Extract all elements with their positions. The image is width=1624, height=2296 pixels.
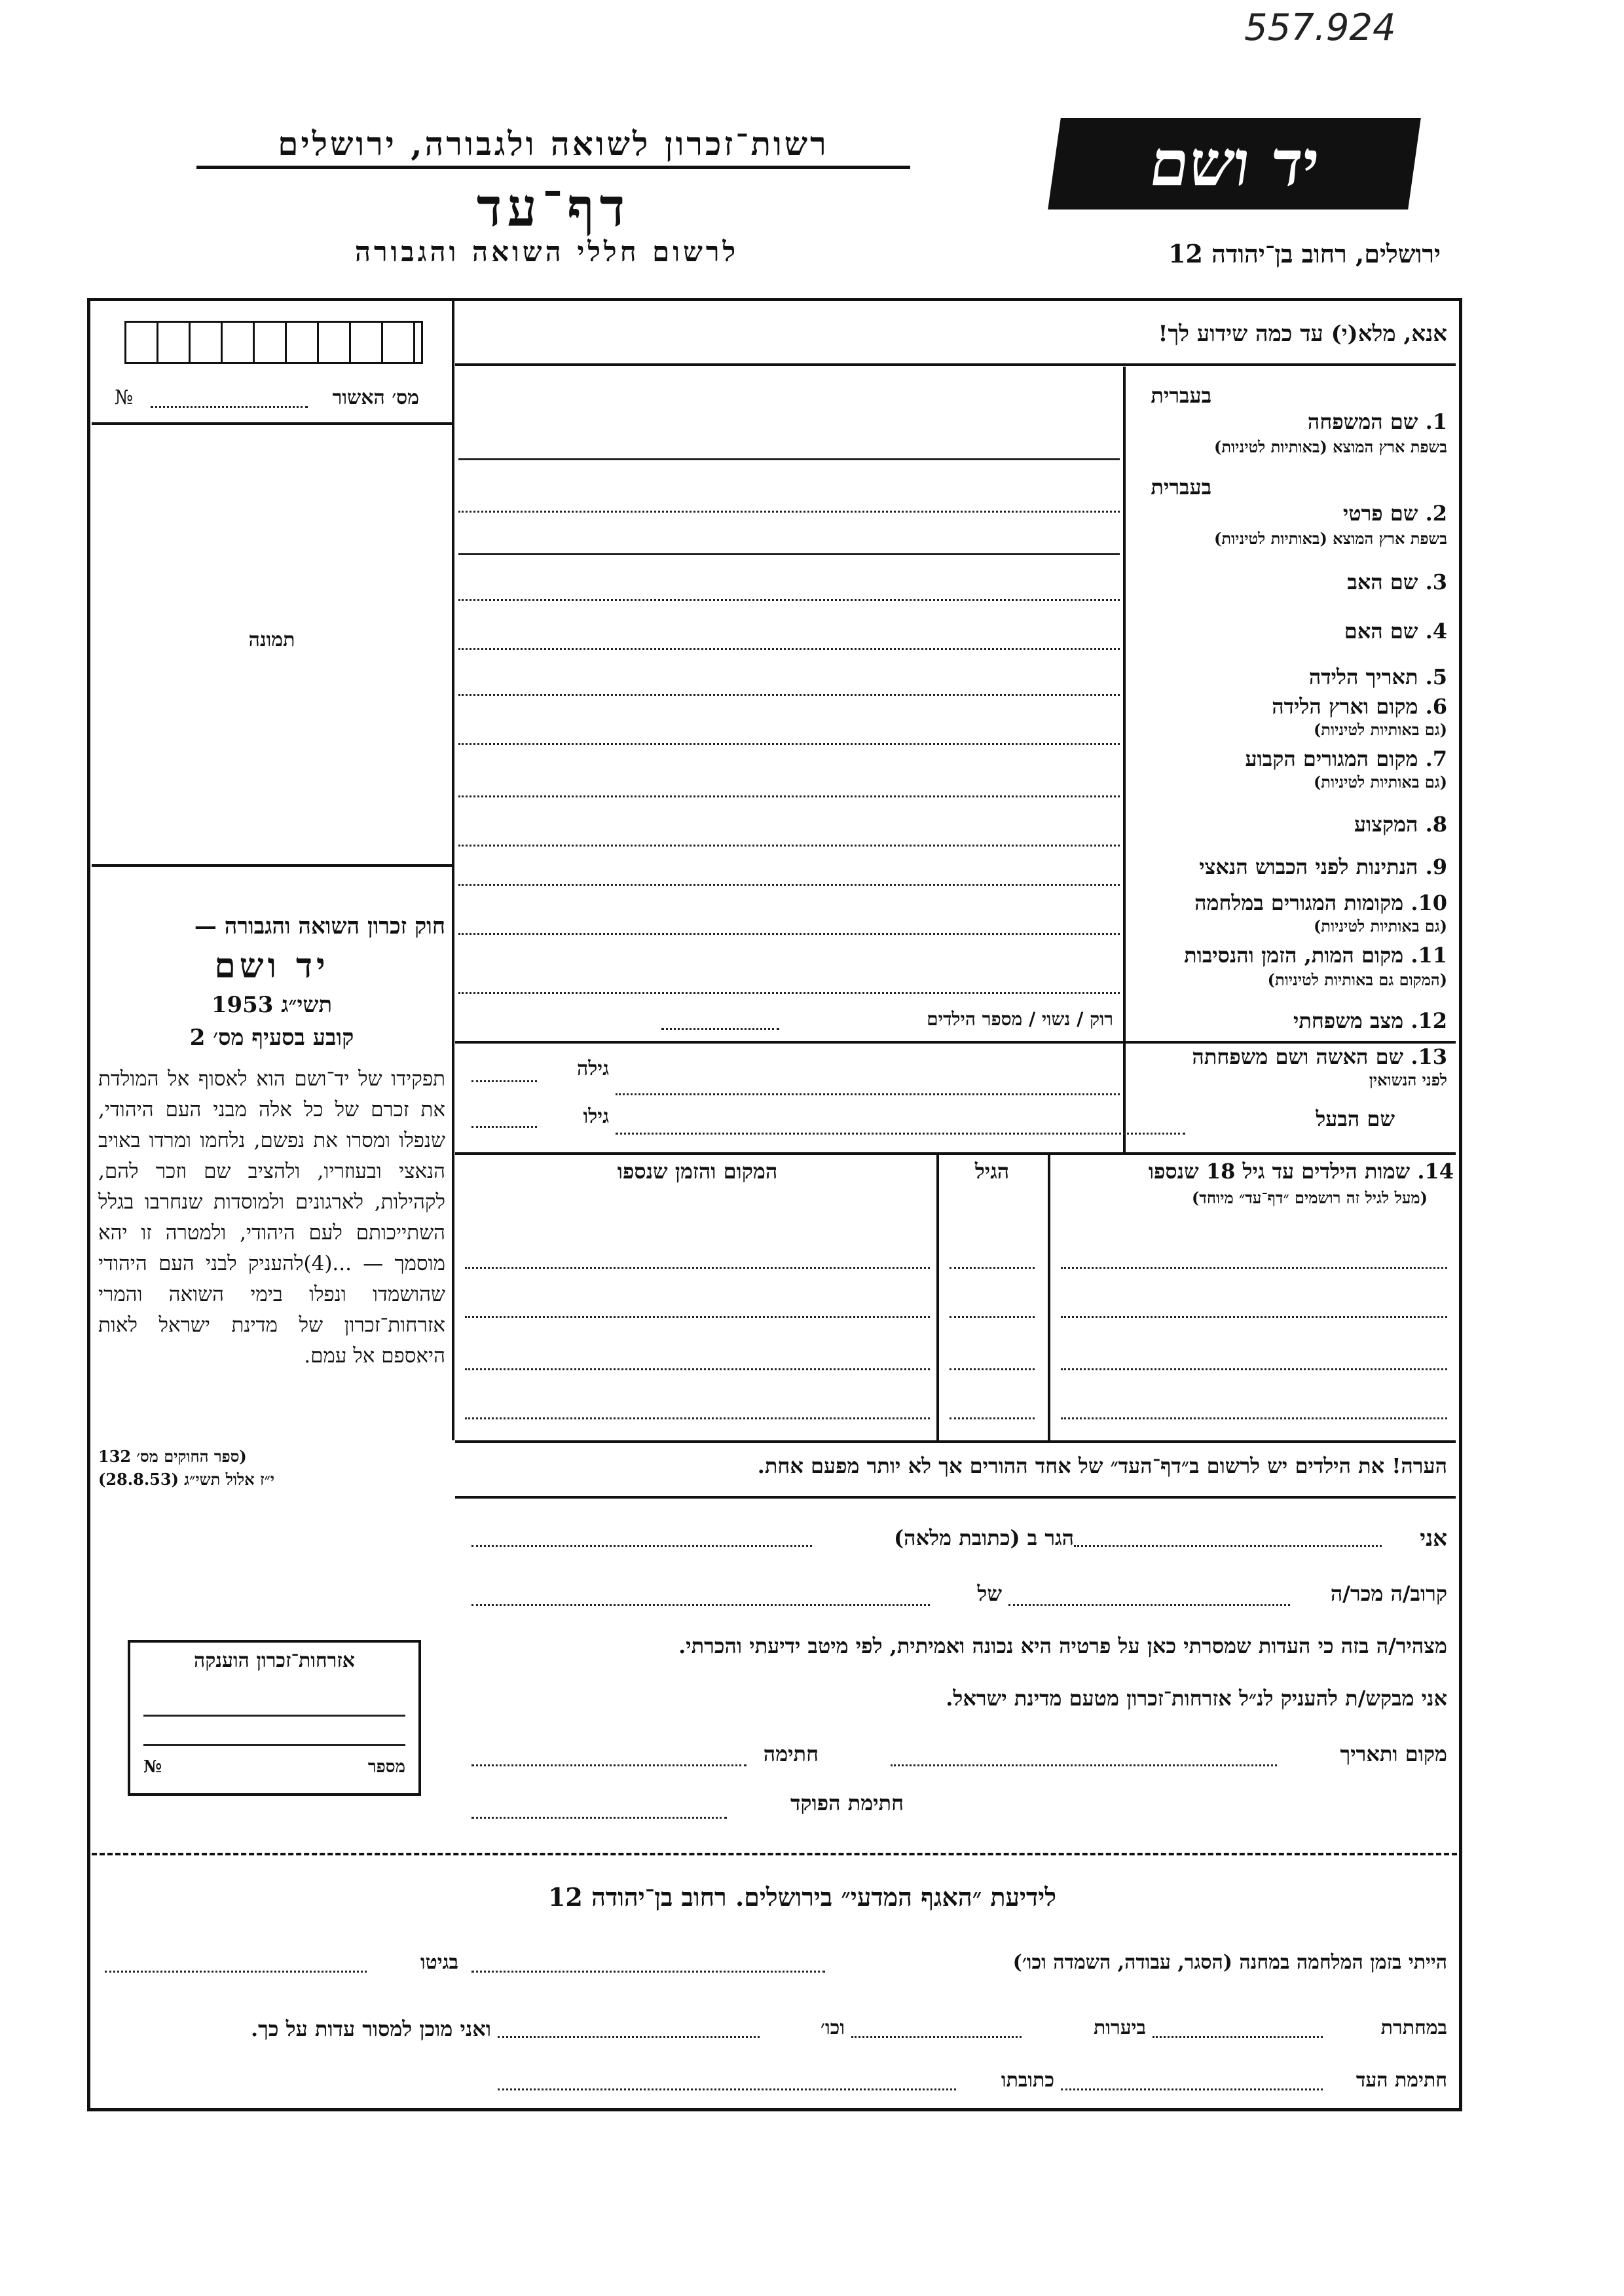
camp-line[interactable] (471, 1971, 825, 1973)
field-label: שם פרטי (1342, 501, 1418, 526)
bottom-line3-b: כתובתו (1001, 2069, 1054, 2092)
relative-label: קרוב/ה מכר/ה (1330, 1581, 1447, 1606)
marital-rule (455, 1041, 1456, 1044)
children-row-4[interactable] (465, 1417, 930, 1419)
field-num: 9. (1425, 854, 1447, 879)
ghetto-line[interactable] (105, 1971, 367, 1973)
field-label-birthdate (1133, 665, 1447, 689)
field-sub: בשפת ארץ המוצא (באותיות לטיניות) (1214, 437, 1447, 456)
official-sig-label: חתימת הפוקד (790, 1791, 904, 1815)
approval-label: מס׳ האשור (332, 386, 419, 409)
children-bottom-rule (455, 1440, 1456, 1443)
field-label-surname (1133, 409, 1447, 434)
place-date-label: מקום ותאריך (1340, 1741, 1447, 1766)
children-col-age: הגיל (974, 1159, 1010, 1184)
field-label-residence (1133, 746, 1447, 771)
declaration-statement-2: אני מבקש/ת להעניק לנ״ל אזרחות־זכרון מטעם מדינת ישראל. (946, 1686, 1447, 1711)
children-col-name-sub: (מעל לגיל זה רושמים ״דף־עד״ מיוחד) (1191, 1188, 1428, 1207)
archive-number: 557.924 (1244, 7, 1396, 49)
citizenship-line[interactable] (458, 884, 1120, 886)
field-label-marital (1133, 1008, 1447, 1033)
field-label: שם המשפחה (1307, 409, 1418, 434)
etc-line[interactable] (498, 2036, 760, 2038)
birthdate-line[interactable] (458, 694, 1120, 696)
law-clause: קובע בסעיף מס׳ 2 (189, 1025, 354, 1051)
approval-underline (92, 422, 452, 425)
forests-line[interactable] (851, 2036, 1022, 2038)
death-line[interactable] (458, 992, 1120, 994)
place-date-line[interactable] (891, 1764, 1277, 1766)
bottom-line3-a: חתימת העד (1356, 2069, 1447, 2092)
wartime-residence-line[interactable] (458, 933, 1120, 935)
declaration-i-label: אני (1420, 1525, 1447, 1552)
approval-ticks (124, 321, 423, 364)
field-num: 8. (1425, 812, 1447, 837)
declarant-name-line[interactable] (1074, 1545, 1382, 1547)
children-col-name-label: שמות הילדים עד גיל 18 שנספו (1148, 1159, 1411, 1184)
certificate-box (128, 1640, 421, 1796)
bottom-line1-b: בגיטו (420, 1951, 458, 1974)
field-sub: (המקום גם באותיות לטיניות) (1267, 970, 1447, 989)
field-num: 7. (1425, 746, 1447, 771)
wife-line[interactable] (616, 1093, 1120, 1095)
children-row-2-name[interactable] (1061, 1316, 1447, 1318)
field-label-citizenship (1133, 854, 1447, 879)
children-row-3-age[interactable] (950, 1368, 1035, 1370)
certificate-no-label: № (143, 1757, 162, 1777)
field-col-hebrew-1: בעברית (1151, 383, 1211, 408)
field-label: מקום וארץ הלידה (1272, 694, 1418, 719)
of-line[interactable] (471, 1604, 930, 1606)
field-num: 4. (1425, 619, 1447, 644)
marital-count-line[interactable] (661, 1028, 779, 1030)
field-label-death (1133, 943, 1447, 968)
bottom-heading: לידיעת ״האגף המדעי״ בירושלים. רחוב בן־יהודה 12 (547, 1882, 1057, 1912)
field-num: 13. (1411, 1044, 1447, 1069)
header-address: ירושלים, רחוב בן־יהודה 12 (1168, 239, 1441, 268)
mother-line[interactable] (458, 648, 1120, 650)
father-line[interactable] (458, 599, 1120, 601)
children-row-1[interactable] (465, 1267, 930, 1269)
husband-rule (455, 1152, 1456, 1155)
declaration-statement-1: מצהיר/ה בזה כי העדות שמסרתי כאן על פרטיה היא נכונה ואמיתית, לפי מיטב ידיעתי והכרתי. (678, 1633, 1447, 1658)
children-divider-1 (1048, 1152, 1050, 1440)
bottom-line2-a: במחתרת (1380, 2016, 1447, 2039)
field-label-wife (1133, 1044, 1447, 1069)
law-title: יד ושם (214, 946, 329, 986)
wife-age-line[interactable] (471, 1080, 537, 1082)
lives-at-label: הגר ב (כתובת מלאה) (894, 1525, 1074, 1550)
law-year: תשי״ג 1953 (211, 992, 333, 1018)
children-row-4-name[interactable] (1061, 1417, 1447, 1419)
firstname-line[interactable] (458, 511, 1120, 513)
certificate-title: אזרחות־זכרון הוענקה (193, 1649, 356, 1672)
field-label: שם האב (1347, 570, 1418, 594)
of-label: של (977, 1581, 1002, 1606)
field-label-father (1133, 570, 1447, 594)
profession-line[interactable] (458, 845, 1120, 847)
field-sub: לפני הנשואין (1369, 1070, 1447, 1089)
certificate-line-2[interactable] (143, 1744, 405, 1746)
field-label: מקום המגורים הקבוע (1245, 746, 1418, 771)
logo-text: יד ושם (1145, 126, 1324, 200)
field-label-profession (1133, 812, 1447, 837)
field-label: המקצוע (1354, 812, 1418, 837)
field-sub: (גם באותיות לטיניות) (1313, 917, 1447, 936)
children-row-2[interactable] (465, 1316, 930, 1318)
bottom-line1-a: הייתי בזמן המלחמה במחנה (הסגר, עבודה, השמדה וכו׳) (1012, 1951, 1447, 1974)
field-num: 2. (1425, 501, 1447, 526)
instructions-rule (455, 363, 1456, 366)
field-label: שם האשה ושם משפחתה (1192, 1044, 1404, 1069)
children-divider-2 (936, 1152, 939, 1440)
underground-line[interactable] (1153, 2036, 1323, 2038)
field-label: הנתינות לפני הכבוש הנאצי (1199, 854, 1418, 879)
official-sig-line[interactable] (471, 1817, 727, 1819)
form-title: דף־עד (476, 177, 631, 238)
field-label: מצב משפחתי (1293, 1008, 1404, 1033)
label-column-divider (1123, 367, 1126, 1152)
bottom-line2-d: ואני מוכן למסור עדות על כך. (250, 2016, 491, 2041)
field-num: 12. (1411, 1008, 1447, 1033)
law-text: תפקידו של יד־ושם הוא לאסוף אל המולדת את זכרם של כל אלה מבני העם היהודי, שנפלו ומסרו את נפשם, נלחמו ומרדו באויב הנאצי ובעוזריו, ולהציב שם וזכר להם, לקהילות, לארגונים ולמוסדות שנחרבו בגלל השתייכותם לעם היהודי, ולמטרה זו יהא מוסמך — ...(4)להעניק לבני העם היהודי שהושמדו ונפלו בימי השואה והמרי אזרחות־זכרון של מדינת ישראל לאות היאספם אל עמם. (98, 1067, 445, 1368)
field-num: 5. (1425, 665, 1447, 689)
column-divider (452, 301, 454, 1440)
field-label: תאריך הלידה (1308, 665, 1418, 689)
field-label: מקומות המגורים במלחמה (1194, 890, 1404, 915)
field-label-mother (1133, 619, 1447, 644)
law-heading: חוק זכרון השואה והגבורה — (194, 913, 445, 939)
field-label: מקום המות, הזמן והנסיבות (1184, 943, 1404, 968)
field-sub: (גם באותיות לטיניות) (1313, 773, 1447, 792)
field-col-hebrew-2: בעברית (1151, 475, 1211, 500)
signature-line[interactable] (471, 1764, 747, 1766)
field-num: 3. (1425, 570, 1447, 594)
instructions: אנא, מלא(י) עד כמה שידוע לך! (1158, 321, 1447, 347)
form-subtitle: לרשום חללי השואה והגבורה (354, 236, 739, 268)
photo-bottom-border (92, 864, 452, 867)
declarant-address-line[interactable] (471, 1545, 812, 1547)
bottom-rule (92, 1853, 1457, 1855)
field-label-husband: שם הבעל (1316, 1106, 1395, 1131)
surname-line[interactable] (458, 458, 1120, 460)
law-ref-2: י״ז אלול תשי״ג (28.8.53) (98, 1470, 275, 1489)
children-row-4-age[interactable] (950, 1417, 1035, 1419)
field-num: 6. (1425, 694, 1447, 719)
field-sub: בשפת ארץ המוצא (באותיות לטיניות) (1214, 529, 1447, 548)
children-row-1-name[interactable] (1061, 1267, 1447, 1269)
residence-line[interactable] (458, 795, 1120, 797)
field-label: שם האם (1344, 619, 1418, 644)
relation-line[interactable] (1008, 1604, 1290, 1606)
photo-label: תמונה (248, 629, 295, 651)
field-sub: (גם באותיות לטיניות) (1313, 720, 1447, 739)
children-row-3-name[interactable] (1061, 1368, 1447, 1370)
field-label-wartime-residence (1133, 890, 1447, 915)
certificate-line-1[interactable] (143, 1715, 405, 1717)
marital-options[interactable]: רוק / נשוי / מספר הילדים (927, 1008, 1113, 1030)
bottom-line2-b: ביערות (1093, 2016, 1146, 2039)
husband-line[interactable] (616, 1133, 1185, 1135)
birthplace-line[interactable] (458, 743, 1120, 745)
certificate-number-label: מספר (367, 1757, 405, 1777)
field-label-birthplace (1133, 694, 1447, 719)
husband-age-line[interactable] (471, 1126, 537, 1128)
approval-field[interactable] (151, 406, 308, 408)
signature-label: חתימה (763, 1741, 819, 1766)
note-rule (455, 1496, 1456, 1499)
husband-age-label: גילו (583, 1105, 609, 1128)
field-num: 11. (1411, 943, 1447, 968)
firstname-latin-line[interactable] (458, 553, 1120, 555)
field-num: 1. (1425, 409, 1447, 434)
field-num: 14. (1417, 1159, 1454, 1184)
yad-vashem-logo (1048, 118, 1421, 210)
witness-signature-line[interactable] (1061, 2088, 1323, 2090)
approval-no-label: № (115, 386, 134, 409)
children-note: הערה! את הילדים יש לרשום ב״דף־העד״ של אחד ההורים אך לא יותר מפעם אחת. (757, 1453, 1447, 1478)
institution-name: רשות־זכרון לשואה ולגבורה, ירושלים (196, 124, 910, 169)
bottom-line2-c: וכו׳ (821, 2016, 845, 2039)
law-ref-1: (ספר החוקים מס׳ 132 (98, 1447, 247, 1466)
children-row-2-age[interactable] (950, 1316, 1035, 1318)
field-label-firstname (1133, 501, 1447, 526)
witness-address-line[interactable] (498, 2088, 956, 2090)
children-col-place: המקום והזמן שנספו (617, 1159, 778, 1184)
children-col-name (1048, 1159, 1454, 1184)
wife-age-label: גילה (576, 1057, 609, 1080)
children-row-1-age[interactable] (950, 1267, 1035, 1269)
field-num: 10. (1411, 890, 1447, 915)
children-row-3[interactable] (465, 1368, 930, 1370)
